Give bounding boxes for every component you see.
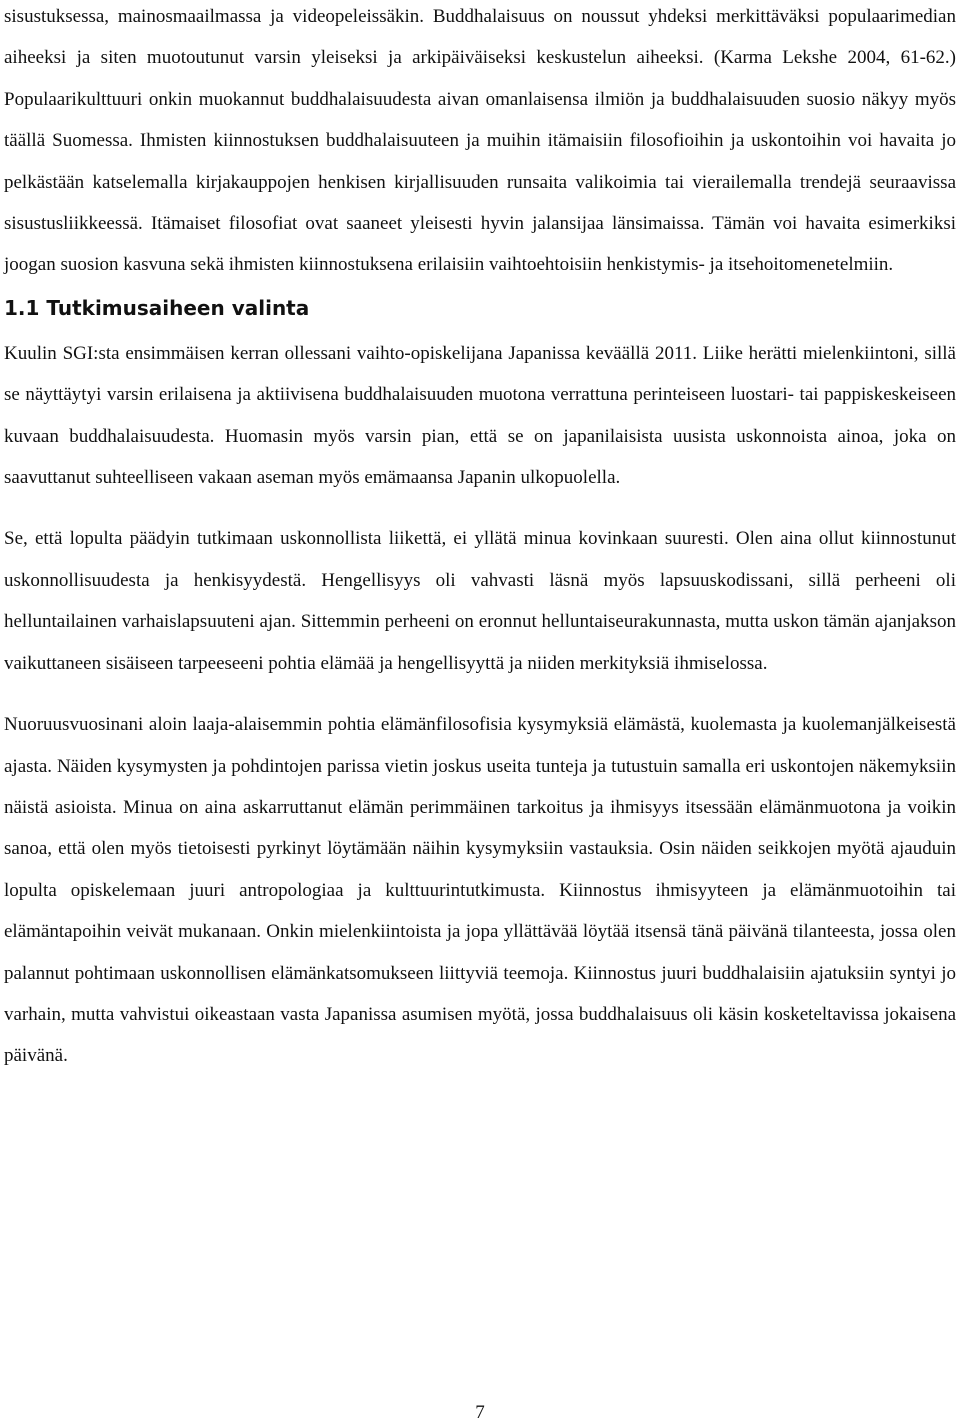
- paragraph-background: Se, että lopulta päädyin tutkimaan uskonnollista liikettä, ei yllätä minua kovinkaan suuresti. Olen aina ollut kiinnostunut uskonnollisuudesta ja henkisyydestä. Hengellisyys oli vahvasti läsnä myös lapsuuskodissani, sillä perheeni oli helluntailainen varhaislapsuuteni ajan. Sittemmin perheeni on eronnut helluntaiseurakunnasta, mutta uskon tämän ajanjakson vaikuttaneen sisäiseen tarpeeseeni pohtia elämää ja hengellisyyttä ja niiden merkityksiä ihmiselossa.: [4, 528, 956, 674]
- paragraph-intro: sisustuksessa, mainosmaailmassa ja videopeleissäkin. Buddhalaisuus on noussut yhdeksi merkittäväksi populaarimedian aiheeksi ja siten muotoutunut varsin yleiseksi ja arkipäiväiseksi keskustelun aiheeksi. (Karma Lekshe 2004, 61-62.) Populaarikulttuuri onkin muokannut buddhalaisuudesta aivan omanlaisensa ilmiön ja buddhalaisuuden suosio näkyy myös täällä Suomessa. Ihmisten kiinnostuksen buddhalaisuuteen ja muihin itämaisiin filosofioihin ja uskontoihin voi havaita jo pelkästään katselemalla kirjakauppojen henkisen kirjallisuuden runsaita valikoimia tai vierailemalla trendejä seuraavissa sisustusliikkeessä. Itämaiset filosofiat ovat saaneet yleisesti hyvin jalansijaa länsimaissa. Tämän voi havaita esimerkiksi joogan suosion kasvuna sekä ihmisten kiinnostuksena erilaisiin vaihtoehtoisiin henkistymis- ja itsehoitomenetelmiin.: [4, 6, 956, 276]
- paragraph-youth: Nuoruusvuosinani aloin laaja-alaisemmin pohtia elämänfilosofisia kysymyksiä elämästä, kuolemasta ja kuolemanjälkeisestä ajasta. Näiden kysymysten ja pohdintojen parissa vietin joskus useita tunteja ja tutustuin samalla eri uskontojen näkemyksiin näistä asioista. Minua on aina askarruttanut elämän perimmäinen tarkoitus ja ihmisyys itsessään elämänmuotona ja voikin sanoa, että olen myös tietoisesti pyrkinyt löytämään näihin kysymyksiin vastauksia. Osin näiden seikkojen myötä ajauduin lopulta opiskelemaan juuri antropologiaa ja kulttuurintutkimusta. Kiinnostus ihmisyyteen ja elämänmuotoihin tai elämäntapoihin veivät mukanaan. Onkin mielenkiintoista ja jopa yllättävää löytää itsensä tänä päivänä tilanteesta, jossa olen palannut pohtimaan uskonnollisen elämänkatsomukseen liittyviä teemoja. Kiinnostus juuri buddhalaisiin ajatuksiin syntyi jo varhain, mutta vahvistui oikeastaan vasta Japanissa asumisen myötä, jossa buddhalaisuus oli käsin kosketeltavissa jokaisena päivänä.: [4, 714, 956, 1067]
- page-number: 7: [475, 1402, 485, 1423]
- section-heading: 1.1 Tutkimusaiheen valinta: [4, 295, 310, 320]
- paragraph-sgi: Kuulin SGI:sta ensimmäisen kerran ollessani vaihto-opiskelijana Japanissa keväällä 2011. Liike herätti mielenkiintoni, sillä se näyttäytyi varsin erilaisena ja aktiivisena buddhalaisuuden muotona verrattuna perinteiseen luostari- tai pappiskeskeiseen kuvaan buddhalaisuudesta. Huomasin myös varsin pian, että se on japanilaisista uusista uskonnoista ainoa, joka on saavuttanut suhteelliseen vakaan aseman myös emämaansa Japanin ulkopuolella.: [4, 342, 956, 489]
- document-page: [4, 0, 956, 1077]
